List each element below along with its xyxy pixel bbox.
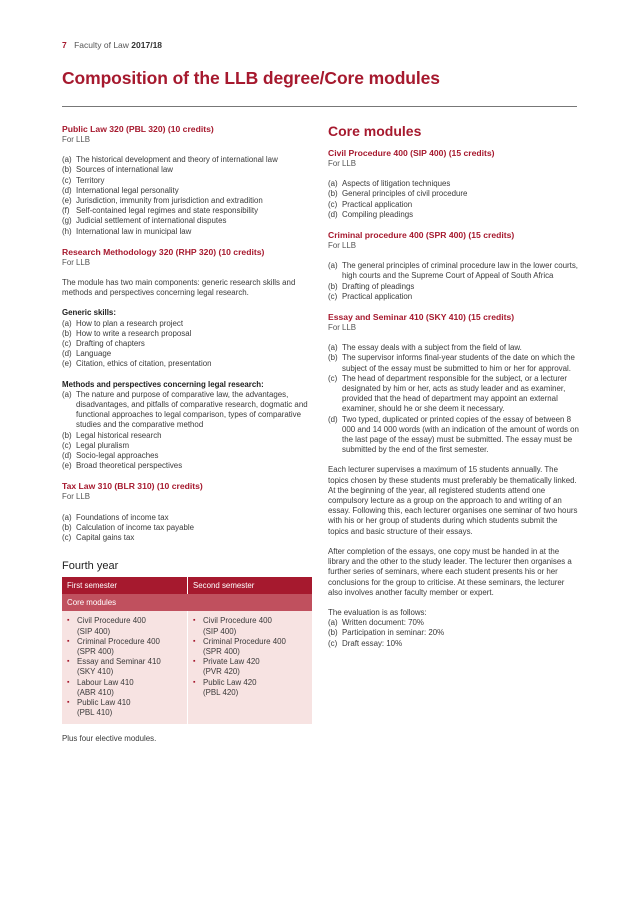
essay-rules [328, 343, 580, 455]
module-title-research: Research Methodology 320 (RHP 320) (10 credits) [62, 246, 265, 257]
criminal-topics [328, 261, 580, 302]
module-item [67, 657, 182, 677]
public-law-topics [62, 155, 312, 237]
generic-skills-list [62, 319, 312, 370]
first-semester-list [67, 616, 182, 718]
list-item-text: International law in municipal law [76, 226, 192, 236]
list-item [62, 227, 312, 237]
list-item-key: (a) [328, 343, 338, 353]
list-item [328, 179, 580, 189]
tax-topics [62, 513, 312, 544]
list-item [328, 628, 580, 638]
list-item [328, 261, 580, 281]
module-item [193, 616, 307, 636]
list-item-text: The head of department responsible for the subject, or a lecturer designated by him or her, acts as study leader and as examiner, provided that the head of department may appoint an external examiner, should he or she deem it necessary. [342, 373, 568, 414]
bullet-icon: ▪ [193, 678, 196, 686]
list-item [62, 431, 312, 441]
list-item-text: Capital gains tax [76, 533, 135, 543]
list-item-text: International legal personality [76, 185, 179, 195]
list-item-key: (e) [62, 461, 72, 471]
module-for-criminal: For LLB [328, 241, 357, 251]
research-intro: The module has two main components: generic research skills and methods and perspectives concerning legal research. [62, 278, 296, 298]
module-item [67, 678, 182, 698]
methods-heading: Methods and perspectives concerning legal research: [62, 379, 264, 389]
list-item [62, 390, 312, 431]
list-item [62, 196, 312, 206]
module-item-text: Private Law 420 (PVR 420) [203, 657, 260, 677]
list-item [62, 165, 312, 175]
list-item [62, 319, 312, 329]
list-item-key: (b) [62, 522, 72, 532]
first-semester-header: First semester [62, 577, 188, 594]
list-item [328, 343, 580, 353]
second-semester-header: Second semester [188, 577, 312, 594]
list-item-text: Two typed, duplicated or printed copies of the essay of between 8 000 and 14 000 words (with an indication of the amount of words on the last page of the essay) must be submitted. The essay must be submitted by the end of the first semester. [342, 414, 579, 455]
list-item-text: The essay deals with a subject from the field of law. [342, 343, 522, 353]
faculty-name: Faculty of Law [74, 40, 129, 50]
list-item-text: Citation, ethics of citation, presentation [76, 359, 212, 369]
list-item [62, 206, 312, 216]
list-item [62, 451, 312, 461]
running-header [62, 40, 162, 50]
list-item-key: (c) [328, 291, 338, 301]
list-item [62, 523, 312, 533]
list-item [62, 155, 312, 165]
bullet-icon: ▪ [67, 698, 70, 706]
list-item-text: The nature and purpose of comparative law, the advantages, disadvantages, and pitfalls of comparative research, dogmatic and functional approaches to legal comparison, types of comparative studies and the comparative method [76, 389, 308, 430]
bullet-icon: ▪ [67, 678, 70, 686]
module-for-research: For LLB [62, 257, 91, 267]
list-item [62, 329, 312, 339]
list-item-key: (a) [328, 618, 338, 628]
list-item [328, 618, 580, 628]
list-item-text: Drafting of chapters [76, 339, 145, 349]
core-modules-row: Core modules [62, 594, 312, 611]
module-title-tax: Tax Law 310 (BLR 310) (10 credits) [62, 481, 203, 492]
list-item-text: Jurisdiction, immunity from jurisdiction and extradition [76, 196, 263, 206]
essay-paragraph-1: Each lecturer supervises a maximum of 15 students annually. The topics chosen by these students must preferably be thematically linked. At the beginning of the year, all registered students attend one compulsory lecture as a group on the approach to and writing of an essay. Following this, each lecturer organises one seminar of two hours with his or her group of students during which students submit the topics and basic structure of their essays. [328, 465, 578, 536]
list-item-key: (b) [328, 628, 338, 638]
list-item-key: (d) [62, 349, 72, 359]
list-item-key: (a) [328, 179, 338, 189]
list-item-text: Drafting of pleadings [342, 281, 415, 291]
list-item-key: (a) [328, 261, 338, 271]
list-item-text: Legal historical research [76, 430, 162, 440]
module-item [193, 657, 307, 677]
list-item [62, 216, 312, 226]
generic-skills-heading: Generic skills: [62, 308, 116, 318]
module-for-essay: For LLB [328, 323, 357, 333]
list-item [62, 513, 312, 523]
core-modules-heading: Core modules [328, 123, 422, 139]
list-item-key: (h) [62, 226, 72, 236]
fourth-year-heading: Fourth year [62, 560, 119, 573]
list-item-text: Broad theoretical perspectives [76, 461, 183, 471]
module-item-text: Criminal Procedure 400 (SPR 400) [203, 636, 286, 656]
module-item-text: Civil Procedure 400 (SIP 400) [77, 616, 146, 636]
module-item [193, 637, 307, 657]
list-item [328, 292, 580, 302]
academic-year: 2017/18 [131, 40, 163, 50]
list-item-text: Written document: 70% [342, 618, 424, 628]
module-item [67, 637, 182, 657]
module-title-criminal: Criminal procedure 400 (SPR 400) (15 credits) [328, 230, 515, 241]
list-item-text: Draft essay: 10% [342, 638, 403, 648]
bullet-icon: ▪ [193, 637, 196, 645]
list-item [328, 189, 580, 199]
list-item-key: (b) [62, 165, 72, 175]
module-item [67, 698, 182, 718]
module-item-text: Public Law 420 (PBL 420) [203, 677, 257, 697]
title-divider [62, 106, 577, 107]
list-item-text: Legal pluralism [76, 440, 130, 450]
list-item-key: (a) [62, 155, 72, 165]
evaluation-list [328, 618, 580, 649]
list-item-key: (a) [62, 512, 72, 522]
list-item-key: (b) [328, 353, 338, 363]
list-item-key: (g) [62, 216, 72, 226]
list-item [328, 374, 580, 415]
essay-paragraph-2: After completion of the essays, one copy must be handed in at the library and the other to the study leader. The lecturer then organises a further series of seminars, where each student presents his or her conclusions for the group to criticise. At these seminars, the lecturer also involves another faculty member or expert. [328, 546, 572, 597]
bullet-icon: ▪ [67, 617, 70, 625]
bullet-icon: ▪ [67, 658, 70, 666]
list-item-key: (b) [62, 430, 72, 440]
module-item-text: Labour Law 410 (ABR 410) [77, 677, 134, 697]
list-item-text: Territory [76, 175, 105, 185]
list-item-text: Compiling pleadings [342, 209, 414, 219]
list-item [62, 359, 312, 369]
list-item [62, 349, 312, 359]
module-for-civil: For LLB [328, 159, 357, 168]
list-item-key: (c) [328, 638, 338, 648]
list-item-key: (a) [62, 318, 72, 328]
list-item [328, 415, 580, 456]
electives-note: Plus four elective modules. [62, 734, 157, 744]
list-item-text: Practical application [342, 291, 413, 301]
list-item-text: Foundations of income tax [76, 512, 169, 522]
page-number: 7 [62, 40, 67, 50]
module-for-tax: For LLB [62, 492, 91, 502]
list-item [328, 210, 580, 220]
list-item-key: (c) [62, 533, 72, 543]
second-semester-list [193, 616, 307, 698]
list-item-text: Sources of international law [76, 165, 173, 175]
list-item-key: (c) [328, 373, 338, 383]
module-item-text: Public Law 410 (PBL 410) [77, 697, 131, 718]
second-semester-cell [188, 611, 312, 724]
list-item-key: (d) [328, 209, 338, 219]
list-item [62, 176, 312, 186]
list-item-text: Self-contained legal regimes and state responsibility [76, 206, 259, 216]
module-item-text: Civil Procedure 400 (SIP 400) [203, 616, 272, 636]
list-item-key: (d) [62, 451, 72, 461]
list-item-text: How to plan a research project [76, 318, 184, 328]
list-item-text: The general principles of criminal procedure law in the lower courts, high courts and the Supreme Court of Appeal of South Africa [342, 261, 578, 281]
list-item-text: Socio-legal approaches [76, 451, 159, 461]
list-item-text: Practical application [342, 199, 413, 209]
list-item [62, 461, 312, 471]
civil-topics [328, 179, 580, 220]
list-item-key: (c) [328, 199, 338, 209]
module-title-civil: Civil Procedure 400 (SIP 400) (15 credits) [328, 148, 495, 158]
module-item [67, 616, 182, 636]
page-title: Composition of the LLB degree/Core modules [62, 68, 440, 88]
list-item-key: (c) [62, 440, 72, 450]
list-item-key: (c) [62, 175, 72, 185]
module-item-text: Criminal Procedure 400 (SPR 400) [77, 636, 160, 656]
list-item-text: Judicial settlement of international disputes [76, 216, 227, 226]
bullet-icon: ▪ [193, 617, 196, 625]
first-semester-cell [62, 611, 188, 724]
list-item [62, 441, 312, 451]
list-item-key: (e) [62, 196, 72, 206]
module-item [193, 678, 307, 698]
evaluation-intro: The evaluation is as follows: [328, 607, 427, 617]
list-item-text: How to write a research proposal [76, 328, 192, 338]
module-for-public-law: For LLB [62, 135, 91, 144]
list-item-key: (b) [62, 328, 72, 338]
list-item-key: (b) [328, 281, 338, 291]
list-item-key: (d) [62, 185, 72, 195]
list-item-key: (a) [62, 389, 72, 399]
module-title-public-law: Public Law 320 (PBL 320) (10 credits) [62, 124, 214, 134]
list-item [328, 282, 580, 292]
methods-list [62, 390, 312, 472]
list-item-key: (e) [62, 359, 72, 369]
bullet-icon: ▪ [67, 637, 70, 645]
list-item-text: Participation in seminar: 20% [342, 628, 445, 638]
module-title-essay: Essay and Seminar 410 (SKY 410) (15 credits) [328, 312, 515, 323]
list-item-text: The historical development and theory of international law [76, 155, 278, 165]
module-item-text: Essay and Seminar 410 (SKY 410) [77, 657, 161, 677]
list-item [62, 186, 312, 196]
list-item-text: General principles of civil procedure [342, 189, 468, 199]
list-item-key: (d) [328, 414, 338, 424]
left-column [62, 124, 312, 745]
list-item [328, 200, 580, 210]
bullet-icon: ▪ [193, 658, 196, 666]
list-item-text: Aspects of litigation techniques [342, 179, 451, 189]
list-item [62, 339, 312, 349]
list-item-text: Calculation of income tax payable [76, 522, 194, 532]
list-item-key: (c) [62, 339, 72, 349]
list-item [62, 533, 312, 543]
list-item [328, 639, 580, 649]
list-item-key: (f) [62, 206, 70, 216]
list-item [328, 353, 580, 373]
fourth-year-table [62, 577, 312, 724]
list-item-text: Language [76, 349, 112, 359]
list-item-text: The supervisor informs final-year students of the date on which the subject of the essay must be submitted to him or her for approval. [342, 353, 575, 373]
right-column [328, 122, 580, 649]
list-item-key: (b) [328, 189, 338, 199]
